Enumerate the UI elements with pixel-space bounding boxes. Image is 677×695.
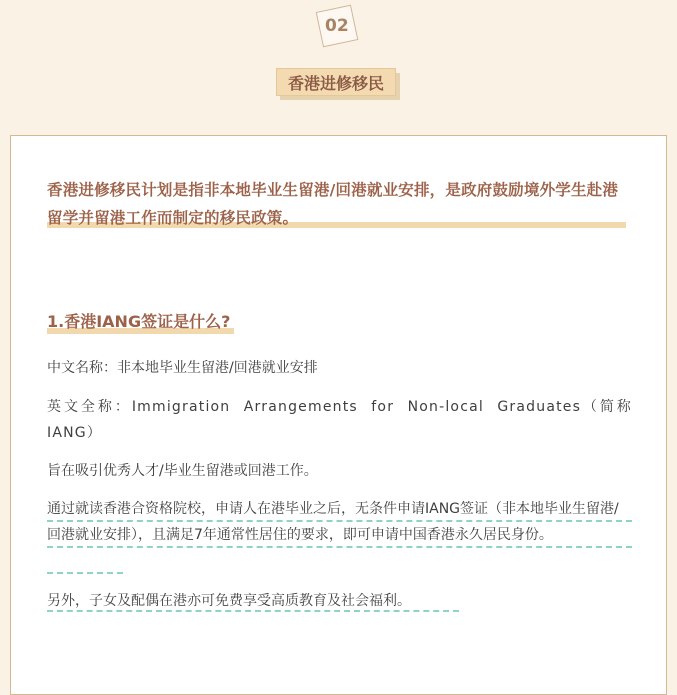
section-number: 02 xyxy=(325,16,349,37)
purpose-line: 旨在吸引优秀人才/毕业生留港或回港工作。 xyxy=(47,463,318,479)
benefits-line: 另外，子女及配偶在港亦可免费享受高质教育及社会福利。 xyxy=(47,593,411,609)
section-number-badge xyxy=(316,5,359,48)
dashed-underline xyxy=(47,546,632,548)
dashed-underline xyxy=(47,520,632,522)
section-title-block xyxy=(276,68,400,100)
pathway-paragraph: 通过就读香港合资格院校，申请人在港毕业之后，无条件申请IANG签证（非本地毕业生留港/回港就业安排），且满足7年通常性居住的要求，即可申请中国香港永久居民身份。 xyxy=(47,501,619,543)
chinese-name-line: 中文名称：非本地毕业生留港/回港就业安排 xyxy=(47,360,318,376)
dashed-underline xyxy=(47,572,123,574)
english-name-line: 英文全称：Immigration Arrangements for Non-local Graduates（简称IANG） xyxy=(47,399,632,441)
intro-paragraph: 香港进修移民计划是指非本地毕业生留港/回港就业安排，是政府鼓励境外学生赴港留学并留港工作而制定的移民政策。 xyxy=(47,181,619,227)
dashed-underline xyxy=(47,610,459,612)
section-title: 香港进修移民 xyxy=(276,68,396,96)
content-card xyxy=(10,135,667,695)
question-heading: 1.香港IANG签证是什么? xyxy=(47,312,231,331)
